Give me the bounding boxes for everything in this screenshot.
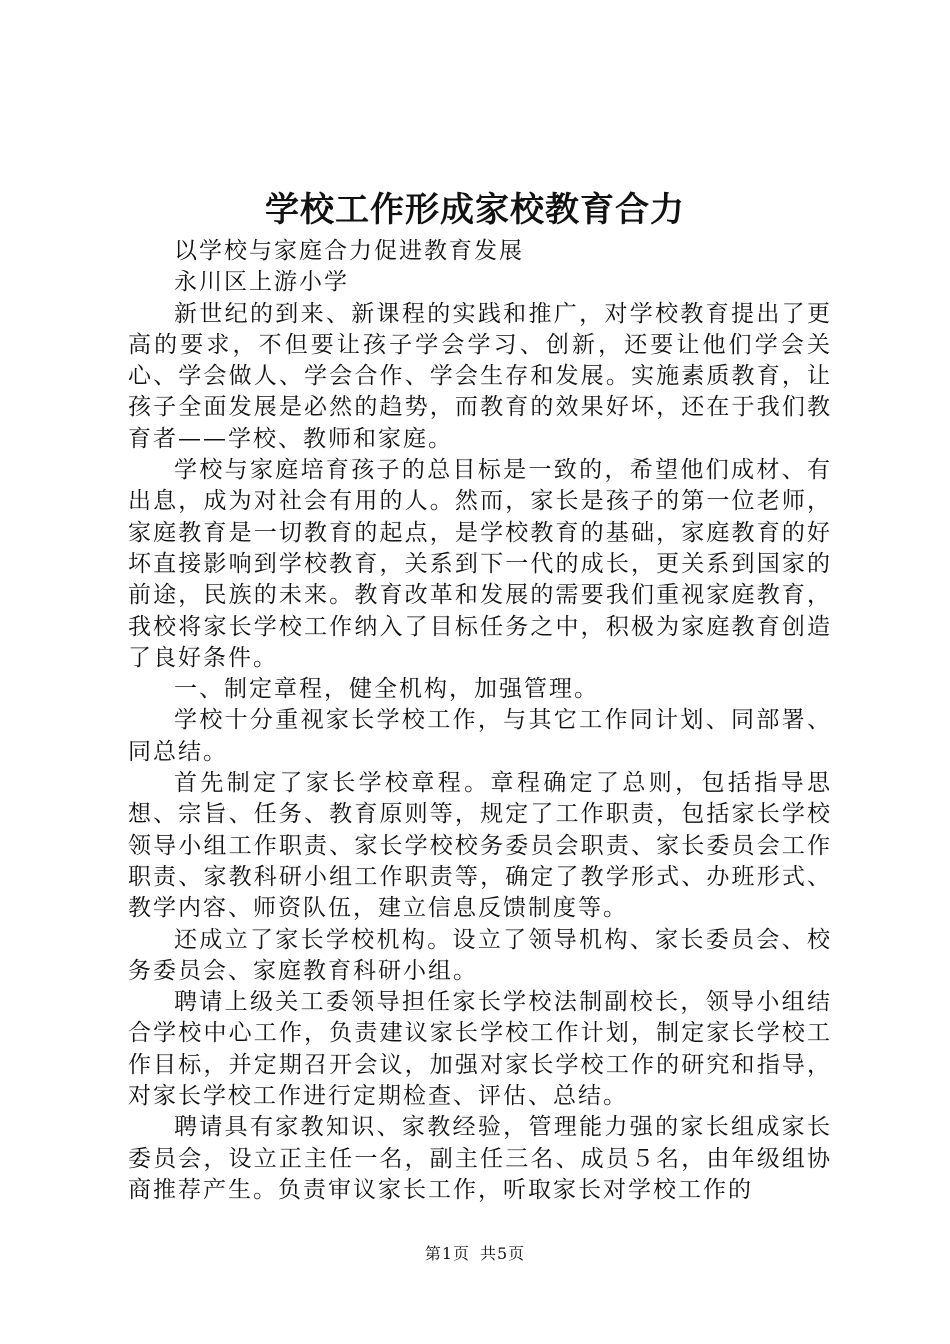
section-heading: 一、制定章程，健全机构，加强管理。: [174, 676, 599, 703]
body-paragraph: 学校与家庭培育孩子的总目标是一致的，希望他们成材、有出息，成为对社会有用的人。然而，家长是孩子的第一位老师，家庭教育是一切教育的起点，是学校教育的基础，家庭教育的好坏直接影响到学校教育，关系到下一代的成长，更关系到国家的前途，民族的未来。教育改革和发展的需要我们重视家庭教育，我校将家长学校工作纳入了目标任务之中，积极为家庭教育创造了良好条件。: [128, 457, 832, 671]
subtitle-paragraph: 以学校与家庭合力促进教育发展: [174, 238, 524, 264]
body-paragraph: 聘请上级关工委领导担任家长学校法制副校长，领导小组结合学校中心工作，负责建议家长学校工作计划，制定家长学校工作目标，并定期召开会议，加强对家长学校工作的研究和指导，对家长学校工作进行定期检查、评估、总结。: [128, 989, 832, 1110]
author-paragraph: 永川区上游小学: [174, 269, 349, 296]
body-paragraph: 新世纪的到来、新课程的实践和推广，对学校教育提出了更高的要求，不但要让孩子学会学习、创新，还要让他们学会关心、学会做人、学会合作、学会生存和发展。实施素质教育，让孩子全面发展是必然的趋势，而教育的效果好坏，还在于我们教育者——学校、教师和家庭。: [128, 300, 832, 452]
page-number: 第1页: [424, 1244, 470, 1263]
document-title: 学校工作形成家校教育合力: [265, 190, 685, 230]
body-paragraph: 学校十分重视家长学校工作，与其它工作同计划、同部署、同总结。: [128, 707, 832, 765]
body-paragraph: 聘请具有家教知识、家教经验，管理能力强的家长组成家长委员会，设立正主任一名，副主任三名、成员５名，由年级组协商推荐产生。负责审议家长工作，听取家长对学校工作的: [128, 1114, 832, 1203]
body-paragraph: 还成立了家长学校机构。设立了领导机构、家长委员会、校务委员会、家庭教育科研小组。: [128, 926, 832, 984]
page-footer: [0, 1243, 950, 1265]
page-total: 共5页: [480, 1244, 526, 1263]
document-body: [128, 236, 832, 1206]
body-paragraph: 首先制定了家长学校章程。章程确定了总则，包括指导思想、宗旨、任务、教育原则等，规定了工作职责，包括家长学校领导小组工作职责、家长学校校务委员会职责、家长委员会工作职责、家教科研小组工作职责等，确定了教学形式、办班形式、教学内容、师资队伍，建立信息反馈制度等。: [128, 770, 832, 922]
